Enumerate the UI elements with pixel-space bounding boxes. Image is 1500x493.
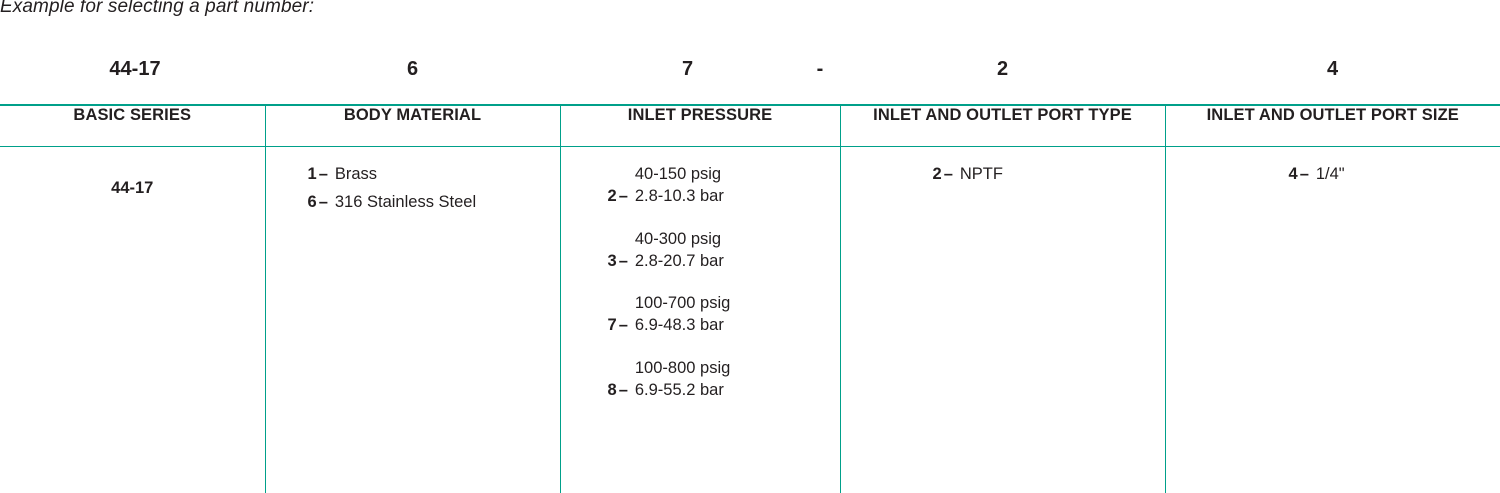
option-dash: –: [317, 163, 335, 185]
body-material-options: [266, 163, 560, 214]
option-label: Brass: [335, 163, 377, 185]
example-basic-series: 44-17: [5, 58, 265, 81]
inlet-pressure-options: [561, 163, 840, 401]
header-inlet-pressure: INLET PRESSURE: [560, 105, 840, 147]
example-part-number-row: [0, 58, 1500, 100]
option-dash: –: [1298, 163, 1316, 185]
part-number-table: [0, 104, 1500, 493]
header-port-type: INLET AND OUTLET PORT TYPE: [840, 105, 1165, 147]
cell-basic-series: [0, 147, 265, 493]
option-code: 6: [308, 191, 317, 213]
list-item: [608, 357, 840, 402]
header-body-material: BODY MATERIAL: [265, 105, 560, 147]
example-port-size: 4: [1165, 58, 1500, 81]
option-dash: –: [617, 250, 635, 272]
option-dash: –: [617, 379, 635, 401]
cell-inlet-pressure: [560, 147, 840, 493]
option-code: 4: [1289, 163, 1298, 185]
example-body-material: 6: [265, 58, 560, 81]
option-label: 1/4": [1316, 163, 1345, 185]
example-inlet-pressure: 7: [560, 58, 815, 81]
option-label-primary: 100-700 psig: [635, 294, 730, 312]
table-row: [0, 147, 1500, 493]
port-type-options: [841, 163, 1165, 185]
basic-series-value: 44-17: [0, 163, 265, 198]
list-item: [608, 163, 840, 208]
option-dash: –: [942, 163, 960, 185]
option-label-secondary: 6.9-48.3 bar: [635, 314, 730, 336]
list-item: [308, 191, 560, 213]
option-label-primary: 40-150 psig: [635, 165, 721, 183]
option-label-secondary: 2.8-10.3 bar: [635, 185, 724, 207]
option-code: 8: [608, 379, 617, 401]
list-item: [1289, 163, 1500, 185]
option-label: [635, 163, 724, 208]
list-item: [308, 163, 560, 185]
option-dash: –: [617, 185, 635, 207]
option-label: NPTF: [960, 163, 1003, 185]
example-separator: -: [790, 58, 850, 81]
option-code: 3: [608, 250, 617, 272]
cell-port-type: [840, 147, 1165, 493]
header-port-size: INLET AND OUTLET PORT SIZE: [1165, 105, 1500, 147]
option-label: [635, 228, 724, 273]
option-dash: –: [317, 191, 335, 213]
intro-text: Example for selecting a part number:: [0, 0, 314, 18]
list-item: [933, 163, 1165, 185]
list-item: [608, 292, 840, 337]
example-port-type: 2: [840, 58, 1165, 81]
option-label-secondary: 6.9-55.2 bar: [635, 379, 730, 401]
header-basic-series: BASIC SERIES: [0, 105, 265, 147]
option-label-secondary: 2.8-20.7 bar: [635, 250, 724, 272]
option-code: 7: [608, 314, 617, 336]
option-label: [635, 292, 730, 337]
list-item: [608, 228, 840, 273]
option-code: 2: [608, 185, 617, 207]
table-header-row: [0, 105, 1500, 147]
option-dash: –: [617, 314, 635, 336]
option-label-primary: 100-800 psig: [635, 359, 730, 377]
option-label-primary: 40-300 psig: [635, 230, 721, 248]
option-label: 316 Stainless Steel: [335, 191, 476, 213]
port-size-options: [1166, 163, 1500, 185]
cell-port-size: [1165, 147, 1500, 493]
option-code: 1: [308, 163, 317, 185]
cell-body-material: [265, 147, 560, 493]
option-label: [635, 357, 730, 402]
option-code: 2: [933, 163, 942, 185]
